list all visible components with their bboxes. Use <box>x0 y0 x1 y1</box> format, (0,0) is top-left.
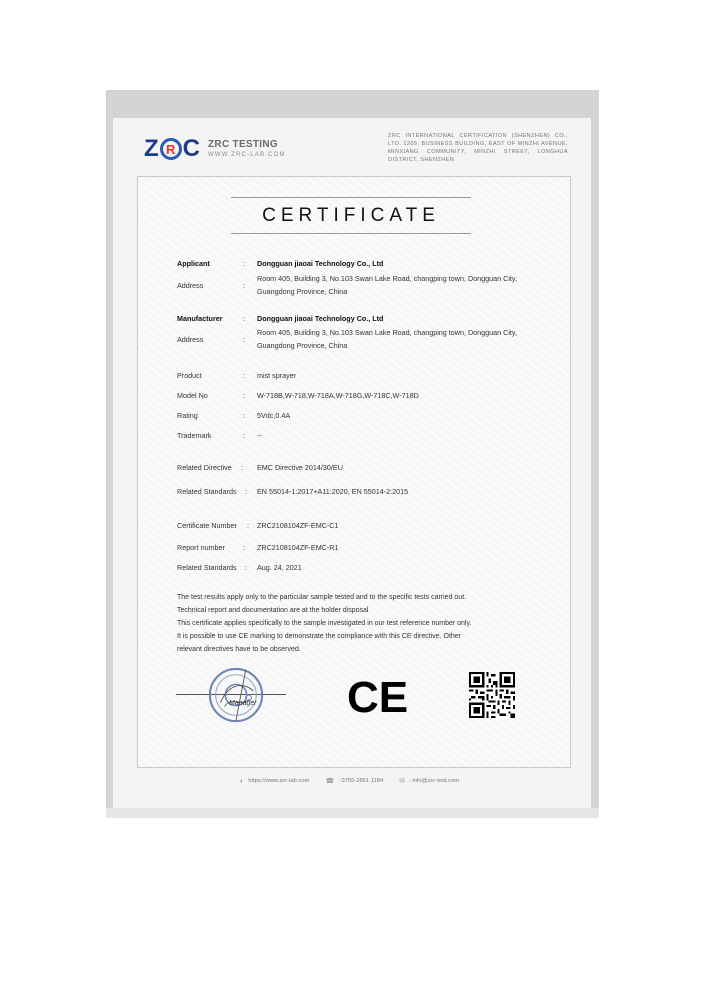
ce-mark-icon <box>347 676 409 718</box>
zrc-logo <box>144 136 286 162</box>
cert-number-value: ZRC2108104ZF-EMC-C1 <box>257 521 339 530</box>
logo-url: WWW.ZRC-LAB.COM <box>208 152 286 158</box>
statement-line: Technical report and documentation are at the holder disposal <box>177 607 369 614</box>
model-value: W-718B,W-718,W-718A,W-718G,W-718C,W-718D <box>257 391 419 400</box>
applicant-label: Applicant <box>177 259 210 268</box>
colon: : <box>243 371 245 380</box>
colon: : <box>243 543 245 552</box>
report-number-label: Report number <box>177 543 225 552</box>
manufacturer-value: Dongguan jiaoai Technology Co., Ltd <box>257 314 384 323</box>
manufacturer-label: Manufacturer <box>177 314 223 323</box>
certificate-footer <box>240 777 459 785</box>
applicant-address-value: Room 405, Building 3, No.103 Swan Lake Road, changping town, Dongguan City, Guangdong Province, China <box>257 274 517 296</box>
colon: : <box>241 463 243 472</box>
rating-label: Rating <box>177 411 198 420</box>
colon: : <box>243 391 245 400</box>
document-backdrop-edge <box>106 808 599 818</box>
date-label: Related Standards <box>177 563 237 572</box>
colon: : <box>245 487 247 496</box>
colon: : <box>243 259 245 268</box>
globe-icon: ◐ <box>240 777 245 785</box>
date-value: Aug. 24, 2021 <box>257 563 302 572</box>
company-seal-icon <box>207 666 265 724</box>
certificate-statement <box>177 591 527 656</box>
statement-line: The test results apply only to the particular sample tested and to the specific tests carried out. <box>177 594 467 601</box>
applicant-address-label: Address <box>177 281 204 290</box>
product-value: mist sprayer <box>257 371 297 380</box>
cert-number-label: Certificate Number <box>177 521 237 530</box>
footer-email: : info@zrc-test.com <box>409 778 460 784</box>
manufacturer-address-label: Address <box>177 335 204 344</box>
directive-label: Related Directive <box>177 463 232 472</box>
logo-name: ZRC TESTING <box>208 139 278 150</box>
logo-letter-c: C <box>182 135 201 162</box>
colon: : <box>247 521 249 530</box>
report-number-value: ZRC2108104ZF-EMC-R1 <box>257 543 339 552</box>
standards-label: Related Standards <box>177 487 237 496</box>
colon: : <box>243 314 245 323</box>
logo-letter-z: Z <box>144 135 159 162</box>
mail-icon: ✉ <box>399 778 406 785</box>
statement-line: relevant directives have to be observed. <box>177 646 301 653</box>
directive-value: EMC Directive 2014/30/EU <box>257 463 343 472</box>
manufacturer-address-value: Room 405, Building 3, No.103 Swan Lake Road, changping town, Dongguan City, Guangdong Province, China <box>257 328 517 350</box>
standards-value: EN 55014-1:2017+A11:2020, EN 55014-2:2015 <box>257 487 409 496</box>
colon: : <box>245 563 247 572</box>
model-label: Model No <box>177 391 208 400</box>
logo-ring-r: R <box>160 138 182 160</box>
trademark-value: -- <box>257 431 262 440</box>
page-title: CERTIFICATE <box>262 205 440 226</box>
lab-address: ZRC INTERNATIONAL CERTIFICATION (SHENZHEN) CO., LTD. 1205, BUSINESS BUILDING, EAST OF MINZHI AVENUE, MINXIANG COMMUNITY, MINZHI STREET, LONGHUA DISTRICT, SHENZHEN <box>388 133 568 163</box>
statement-line: It is possible to use CE marking to demonstrate the compliance with this CE directive. Other <box>177 633 462 640</box>
colon: : <box>243 281 245 290</box>
colon: : <box>243 411 245 420</box>
title-rule-bottom <box>231 233 471 234</box>
phone-icon: ☎ <box>325 778 335 785</box>
trademark-label: Trademark <box>177 431 212 440</box>
signature-label: Manager <box>229 700 257 707</box>
ce-mark-text: CE <box>347 676 409 718</box>
colon: : <box>243 431 245 440</box>
colon: : <box>243 335 245 344</box>
title-rule-top <box>231 197 471 198</box>
product-label: Product <box>177 371 202 380</box>
statement-line: This certificate applies specifically to the sample investigated in our test reference number only. <box>177 620 472 627</box>
footer-website: https://www.zrc-lab.com <box>248 778 310 784</box>
rating-value: 5Vdc,0.4A <box>257 411 291 420</box>
applicant-value: Dongguan jiaoai Technology Co., Ltd <box>257 259 384 268</box>
qr-code-icon <box>469 672 515 718</box>
footer-phone: : 0755-2851 1184 <box>338 778 384 784</box>
